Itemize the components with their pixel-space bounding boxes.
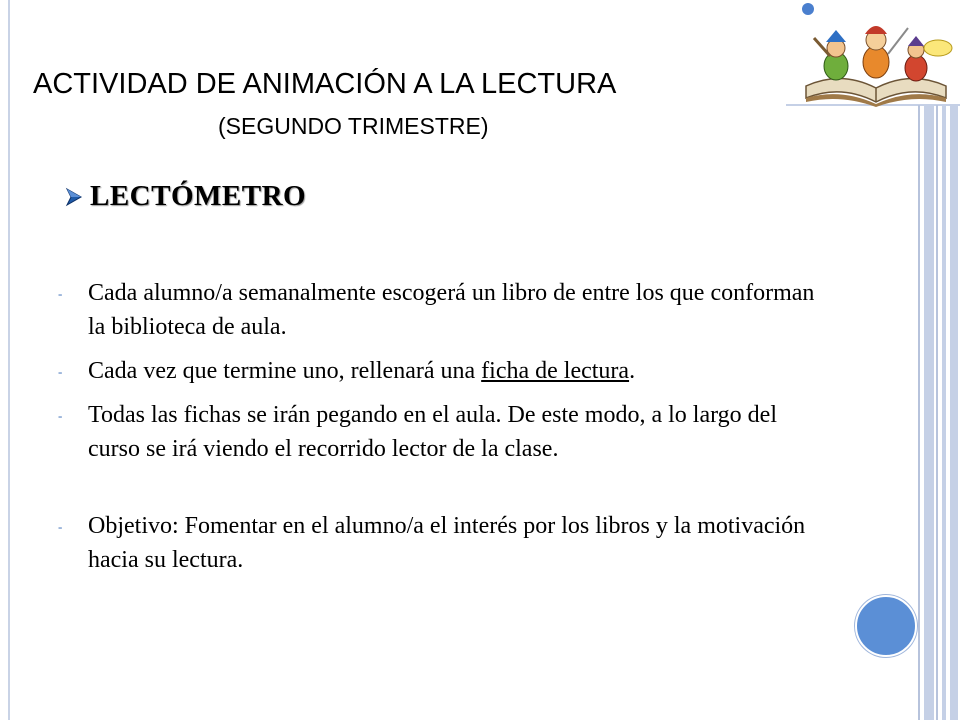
list-item xyxy=(56,509,826,577)
ficha-de-lectura-link[interactable]: ficha de lectura xyxy=(481,358,630,384)
list-item xyxy=(56,276,826,344)
list-item-text: Objetivo: Fomentar en el alumno/a el interés por los libros y la motivación hacia su lectura. xyxy=(88,513,806,573)
dash-bullet: - xyxy=(58,408,63,423)
decor-bar xyxy=(942,105,946,720)
left-border-line xyxy=(8,0,10,720)
decor-bar xyxy=(924,105,934,720)
dash-bullet: - xyxy=(58,364,63,379)
storybook-characters-icon xyxy=(796,8,956,108)
page-subtitle: (SEGUNDO TRIMESTRE) xyxy=(218,113,489,139)
list-item-text: Todas las fichas se irán pegando en el aula. De este modo, a lo largo del curso se irá viendo el recorrido lector de la clase. xyxy=(88,402,777,462)
section-heading: LECTÓMETRO xyxy=(90,180,307,212)
right-decorative-bars xyxy=(918,105,960,720)
page-title: ACTIVIDAD DE ANIMACIÓN A LA LECTURA xyxy=(33,68,617,100)
list-item-text: Cada vez que termine uno, rellenará una xyxy=(88,358,482,384)
list-item-text: Cada alumno/a semanalmente escogerá un libro de entre los que conforman la biblioteca de aula. xyxy=(88,280,815,340)
bullet-list xyxy=(56,276,826,587)
dash-bullet: - xyxy=(58,519,63,534)
list-item xyxy=(56,398,826,466)
dash-bullet: - xyxy=(58,286,63,301)
decor-bar xyxy=(936,105,938,720)
arrow-bullet-icon xyxy=(64,187,84,207)
decor-circle-large xyxy=(855,595,917,657)
decor-bar xyxy=(950,105,958,720)
list-item xyxy=(56,354,826,388)
decor-bar xyxy=(918,105,920,720)
section-heading-row xyxy=(64,180,306,213)
list-item-text: . xyxy=(629,358,636,384)
